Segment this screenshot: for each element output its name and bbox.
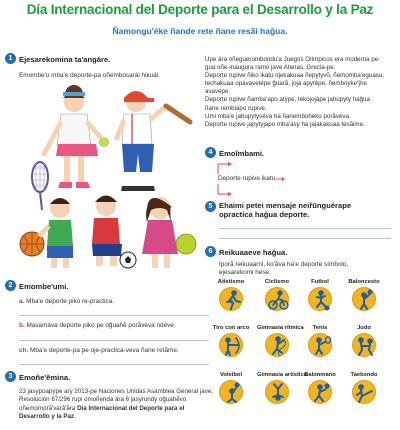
sport-label: Gimnasia rítmica (257, 325, 304, 331)
answer-line-b[interactable] (19, 340, 209, 341)
handball-icon (308, 380, 332, 404)
sport-pictogram (344, 325, 384, 357)
question-ch-letter: ch. (19, 347, 29, 354)
football-icon (308, 287, 332, 311)
sport-pictogram (257, 325, 304, 357)
section-1-title: Ejesarekomina ta'angáre. (19, 55, 111, 64)
question-ch-text: Mba'e deporte-pa pe oje-practica-veva ñane retãme. (30, 347, 179, 354)
question-a-text: Mba'e deporte piko re-practica. (26, 298, 115, 305)
sport-pictogram (211, 279, 251, 311)
section-2-badge: 2 (5, 280, 16, 291)
message-line-2[interactable] (219, 238, 391, 239)
reading-line: ñane rembiapo rupive. (205, 104, 267, 112)
reading-line: Upe ára oñeguerombondu'a Juegos Olímpicos era moderna pe- (205, 56, 381, 63)
sport-label: Gimnasia artística (257, 372, 307, 378)
reading-line: gua oñe-inaugura ramo jave Atenas, Grecia-pe. (205, 64, 336, 72)
reading-line: avavépe. (205, 88, 231, 96)
sport-pictogram (344, 372, 384, 404)
sport-label: Baloncesto (348, 279, 380, 285)
archery-icon (219, 333, 243, 357)
cycling-icon (265, 287, 289, 311)
sport-label: Atletismo (217, 279, 245, 285)
volleyball-icon (219, 380, 243, 404)
sport-label: Futbol (311, 279, 329, 285)
section-1-text: Emombe'u mba'e deporte-pa oñembosarái hikuái. (19, 72, 160, 79)
message-line-1[interactable] (219, 228, 391, 229)
section-4-badge: 4 (205, 147, 216, 158)
section-2-title: Emombe'umi. (19, 282, 69, 291)
section-6-text-line-2: ejesarekomi hese. (219, 269, 271, 276)
section-3-end: . (74, 413, 76, 421)
question-a-letter: a. (19, 298, 25, 305)
reading-line: techakuaa opavavetépe ğuarã, joja apytépe, ñemboyke'ỹre (205, 80, 367, 88)
question-ch (19, 347, 209, 356)
section-3-text: 23 jasypoapýpe ary 2013-pe Naciones Unidas Asamblea General jave, Resolución 67/296 rupi omoñenda ára 6 jasyrundy oğuahẽvo oñemomorã'varã'ãra (19, 388, 213, 412)
sport-label: Balonmano (304, 372, 336, 378)
question-a (19, 298, 209, 307)
boy-basketball-figure (20, 198, 73, 268)
section-3-paragraph (19, 388, 215, 422)
section-5-badge: 5 (205, 201, 216, 212)
answer-line-ch[interactable] (19, 364, 209, 365)
reading-line: Umi mba'e jahupytyséva ha ñanemboheko porãvéva. (205, 112, 351, 120)
sport-pictogram (344, 279, 384, 311)
sport-label: Tiro con arco (212, 325, 250, 331)
sport-pictogram (257, 372, 307, 404)
sport-pictogram (300, 325, 340, 357)
section-5-title-line-2: opractica hağua deporte. (219, 210, 310, 219)
answer-line-a[interactable] (19, 315, 209, 316)
reading-paragraph (205, 56, 397, 129)
sport-label: Ciclismo (264, 279, 290, 285)
sport-pictogram (211, 372, 251, 404)
section-6-badge: 6 (205, 246, 216, 257)
tennis-icon (308, 333, 332, 357)
judo-icon (352, 333, 376, 357)
section-5-title-line-1: Ehaimi petei mensaje neiřūnguérape (219, 201, 352, 210)
girl-ball-figure (142, 197, 196, 268)
sport-pictogram (300, 279, 340, 311)
section-3-title: Emoñe'ẽmina. (19, 373, 71, 382)
sport-label: Judo (357, 325, 371, 331)
boy-soccer-figure (92, 196, 136, 269)
rhythmic-gymnastics-icon (265, 333, 289, 357)
section-6-title: Reikuaaeve hağua. (219, 248, 288, 257)
girl-tennis-figure (32, 85, 109, 210)
question-b (19, 322, 209, 331)
boy-baseball-figure (116, 91, 190, 191)
question-b-text: Mavamáva deporte piko pe oğuahẽ porãvéva ndéve. (26, 322, 176, 329)
artistic-gymnastics-icon (265, 380, 289, 404)
section-3-bold-text: Día Internacional del Deporte para el Desarrollo y la Paz (19, 404, 185, 421)
sport-label: Voleibol (219, 372, 243, 378)
running-icon (219, 287, 243, 311)
basketball-icon (352, 287, 376, 311)
question-b-letter: b. (19, 322, 25, 329)
section-6-text-line-1: Iporã reikuaarni, ko'ãva ha'e deporte símbolo, (219, 261, 349, 268)
section-4-title: Emoĩmbami. (219, 149, 265, 158)
sport-pictogram (211, 325, 251, 357)
reading-line: Deporte rupive japytyjapo mba'asy ha jajakakuaa tesãime. (205, 120, 365, 128)
section-3-badge: 3 (5, 371, 16, 382)
sport-pictogram (300, 372, 340, 404)
section-1-badge: 1 (5, 53, 16, 64)
sport-pictogram (257, 279, 297, 311)
page-subtitle: Ñamongu'éke ñande rete ñane resãi hağua. (112, 26, 288, 36)
sport-label: Tenis (312, 325, 328, 331)
sport-label: Taekondo (350, 372, 378, 378)
concept-map-center: Deporte rupive ikatu (218, 175, 276, 182)
page-title: Día Internacional del Deporte para el Desarrollo y la Paz (26, 2, 374, 17)
reading-line: Deporte rupive ñamba'apo atýpe, tekojojápe jahupyty hağua (205, 96, 370, 104)
reading-line: Deporte rupive ñiko ikatu ojekakuaa ñepytyvõ, ñemomba'eguasu, (205, 72, 385, 80)
taekwondo-icon (352, 380, 376, 404)
children-sports-illustration (18, 84, 203, 274)
